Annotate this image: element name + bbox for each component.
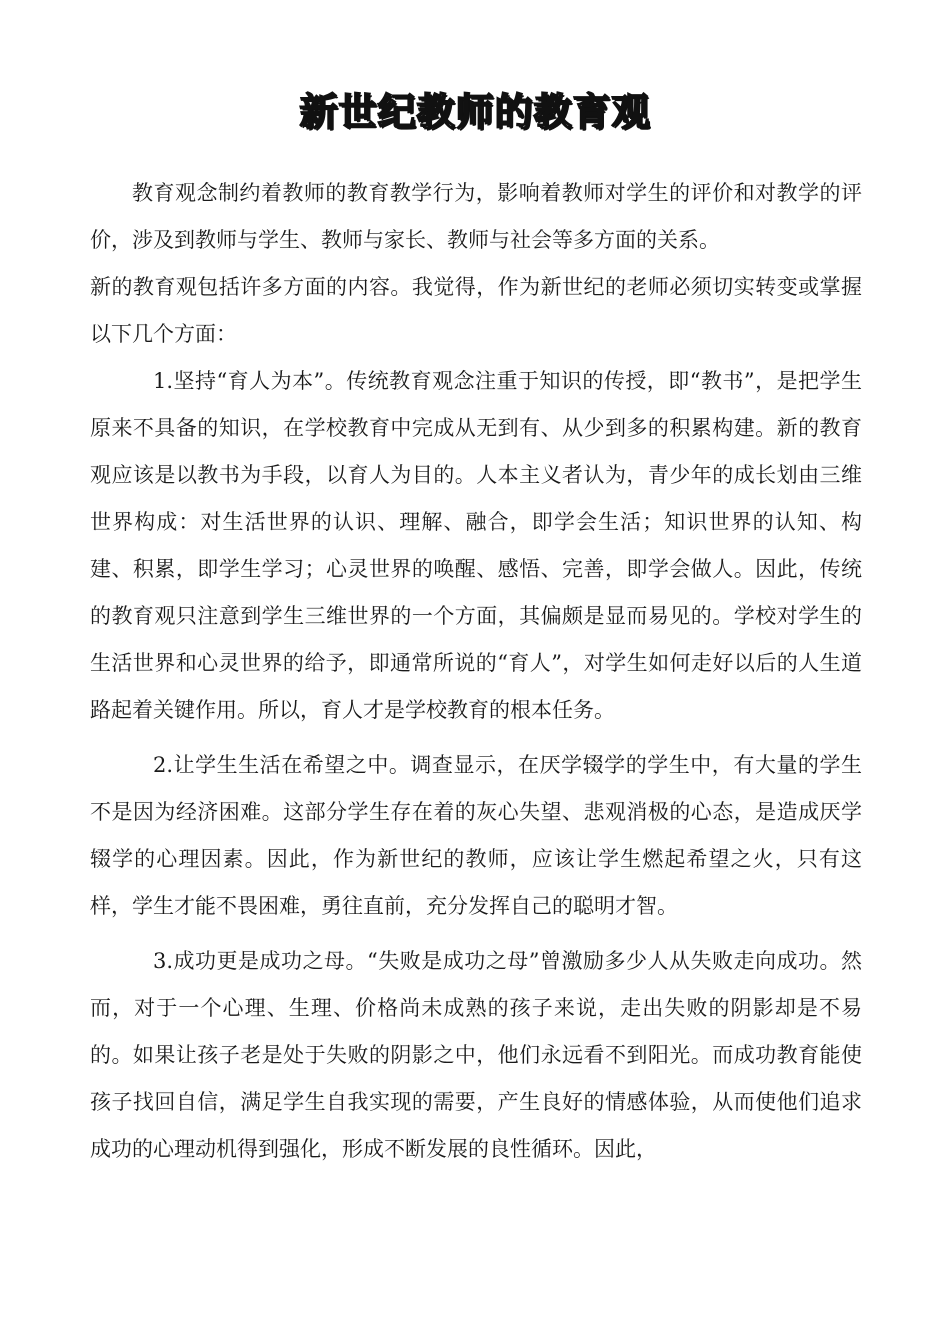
paragraph-point-1: 1.坚持“育人为本”。传统教育观念注重于知识的传授，即“教书”，是把学生原来不具备的知识，在学校教育中完成从无到有、从少到多的积累构建。新的教育观应该是以教书为手段，以育人为目的。人本主义者认为，青少年的成长划由三维世界构成：对生活世界的认识、理解、融合，即学会生活；知识世界的认知、构建、积累，即学生学习；心灵世界的唤醒、感悟、完善，即学会做人。因此，传统的教育观只注意到学生三维世界的一个方面，其偏颇是显而易见的。学校对学生的生活世界和心灵世界的给予，即通常所说的“育人”，对学生如何走好以后的人生道路起着关键作用。所以，育人才是学校教育的根本任务。	[90, 369, 862, 722]
paragraph-point-2: 2.让学生生活在希望之中。调查显示，在厌学辍学的学生中，有大量的学生不是因为经济困难。这部分学生存在着的灰心失望、悲观消极的心态，是造成厌学辍学的心理因素。因此，作为新世纪的教师，应该让学生燃起希望之火，只有这样，学生才能不畏困难，勇往直前，充分发挥自己的聪明才智。	[90, 753, 862, 918]
paragraph-point-3: 3.成功更是成功之母。“失败是成功之母”曾激励多少人从失败走向成功。然而，对于一个心理、生理、价格尚未成熟的孩子来说，走出失败的阴影却是不易的。如果让孩子老是处于失败的阴影之中，他们永远看不到阳光。而成功教育能使孩子找回自信，满足学生自我实现的需要，产生良好的情感体验，从而使他们追求成功的心理动机得到强化，形成不断发展的良性循环。因此，	[90, 949, 862, 1161]
paragraph-intro: 教育观念制约着教师的教育教学行为，影响着教师对学生的评价和对教学的评价，涉及到教师与学生、教师与家长、教师与社会等多方面的关系。	[90, 181, 862, 252]
paragraph-overview: 新的教育观包括许多方面的内容。我觉得，作为新世纪的老师必须切实转变或掌握以下几个方面：	[90, 275, 862, 346]
document-title: 新世纪教师的教育观	[299, 90, 651, 134]
document-body	[90, 170, 862, 1173]
